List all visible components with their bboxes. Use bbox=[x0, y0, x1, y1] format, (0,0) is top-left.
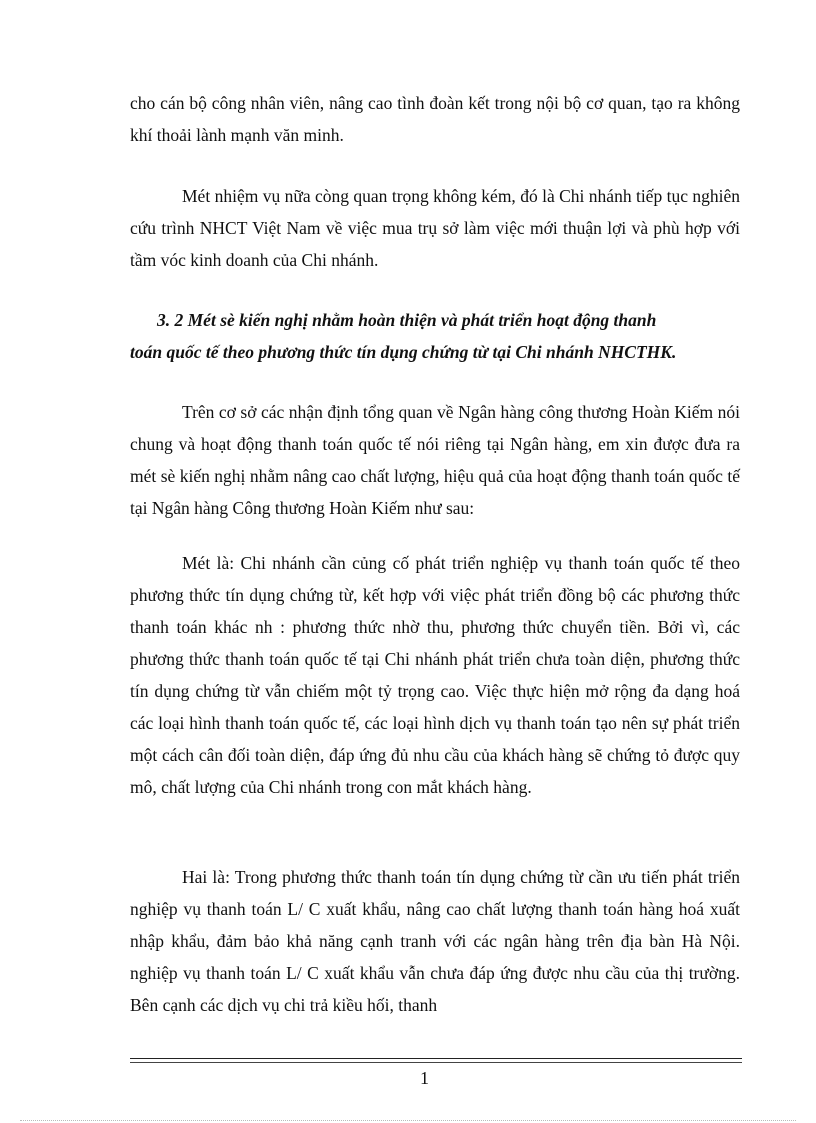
section-heading-line-2: toán quốc tế theo phương thức tín dụng chứng từ tại Chi nhánh NHCTHK. bbox=[130, 342, 677, 362]
paragraph-intro: Trên cơ sở các nhận định tổng quan về Ngân hàng công thương Hoàn Kiếm nói chung và hoạt động thanh toán quốc tế nói riêng tại Ngân hàng, em xin được đưa ra mét sè kiến nghị nhằm nâng cao chất lượng, hiệu quả của hoạt động thanh toán quốc tế tại Ngân hàng Công thương Hoàn Kiếm như sau: bbox=[130, 402, 740, 518]
page-bottom-dotted-line bbox=[20, 1120, 796, 1121]
section-heading-line-1: 3. 2 Mét sè kiến nghị nhằm hoàn thiện và phát triển hoạt động thanh bbox=[157, 310, 657, 330]
paragraph-second-recommendation: Hai là: Trong phương thức thanh toán tín dụng chứng từ cần ưu tiến phát triển nghiệp vụ thanh toán L/ C xuất khẩu, nâng cao chất lượng thanh toán hàng hoá xuất nhập khẩu, đảm bảo khả năng cạnh tranh với các ngân hàng trên địa bàn Hà Nội. nghiệp vụ thanh toán L/ C xuất khẩu vẫn chưa đáp ứng được nhu cầu của thị trường. Bên cạnh các dịch vụ chi trả kiều hối, thanh bbox=[130, 867, 740, 1015]
paragraph-continuation: cho cán bộ công nhân viên, nâng cao tình đoàn kết trong nội bộ cơ quan, tạo ra không khí thoải lành mạnh văn minh. bbox=[130, 93, 740, 145]
paragraph-headquarters: Mét nhiệm vụ nữa còng quan trọng không kém, đó là Chi nhánh tiếp tục nghiên cứu trình NHCT Việt Nam về việc mua trụ sở làm việc mới thuận lợi và phù hợp với tầm vóc kinh doanh của Chi nhánh. bbox=[130, 186, 740, 270]
footer-rule bbox=[130, 1058, 742, 1059]
section-heading bbox=[130, 304, 740, 368]
page-number: 1 bbox=[420, 1068, 429, 1088]
footer-rule-thin bbox=[130, 1062, 742, 1063]
paragraph-first-recommendation: Mét là: Chi nhánh cần củng cố phát triển nghiệp vụ thanh toán quốc tế theo phương thức tín dụng chứng từ, kết hợp với việc phát triển đồng bộ các phương thức thanh toán khác nh : phương thức nhờ thu, phương thức chuyển tiền. Bởi vì, các phương thức thanh toán quốc tế tại Chi nhánh phát triển chưa toàn diện, phương thức tín dụng chứng từ vẫn chiếm một tỷ trọng cao. Việc thực hiện mở rộng đa dạng hoá các loại hình thanh toán quốc tế, các loại hình dịch vụ thanh toán tạo nên sự phát triển một cách cân đối toàn diện, đáp ứng đủ nhu cầu của khách hàng sẽ chứng tỏ được quy mô, chất lượng của Chi nhánh trong con mắt khách hàng. bbox=[130, 553, 740, 797]
